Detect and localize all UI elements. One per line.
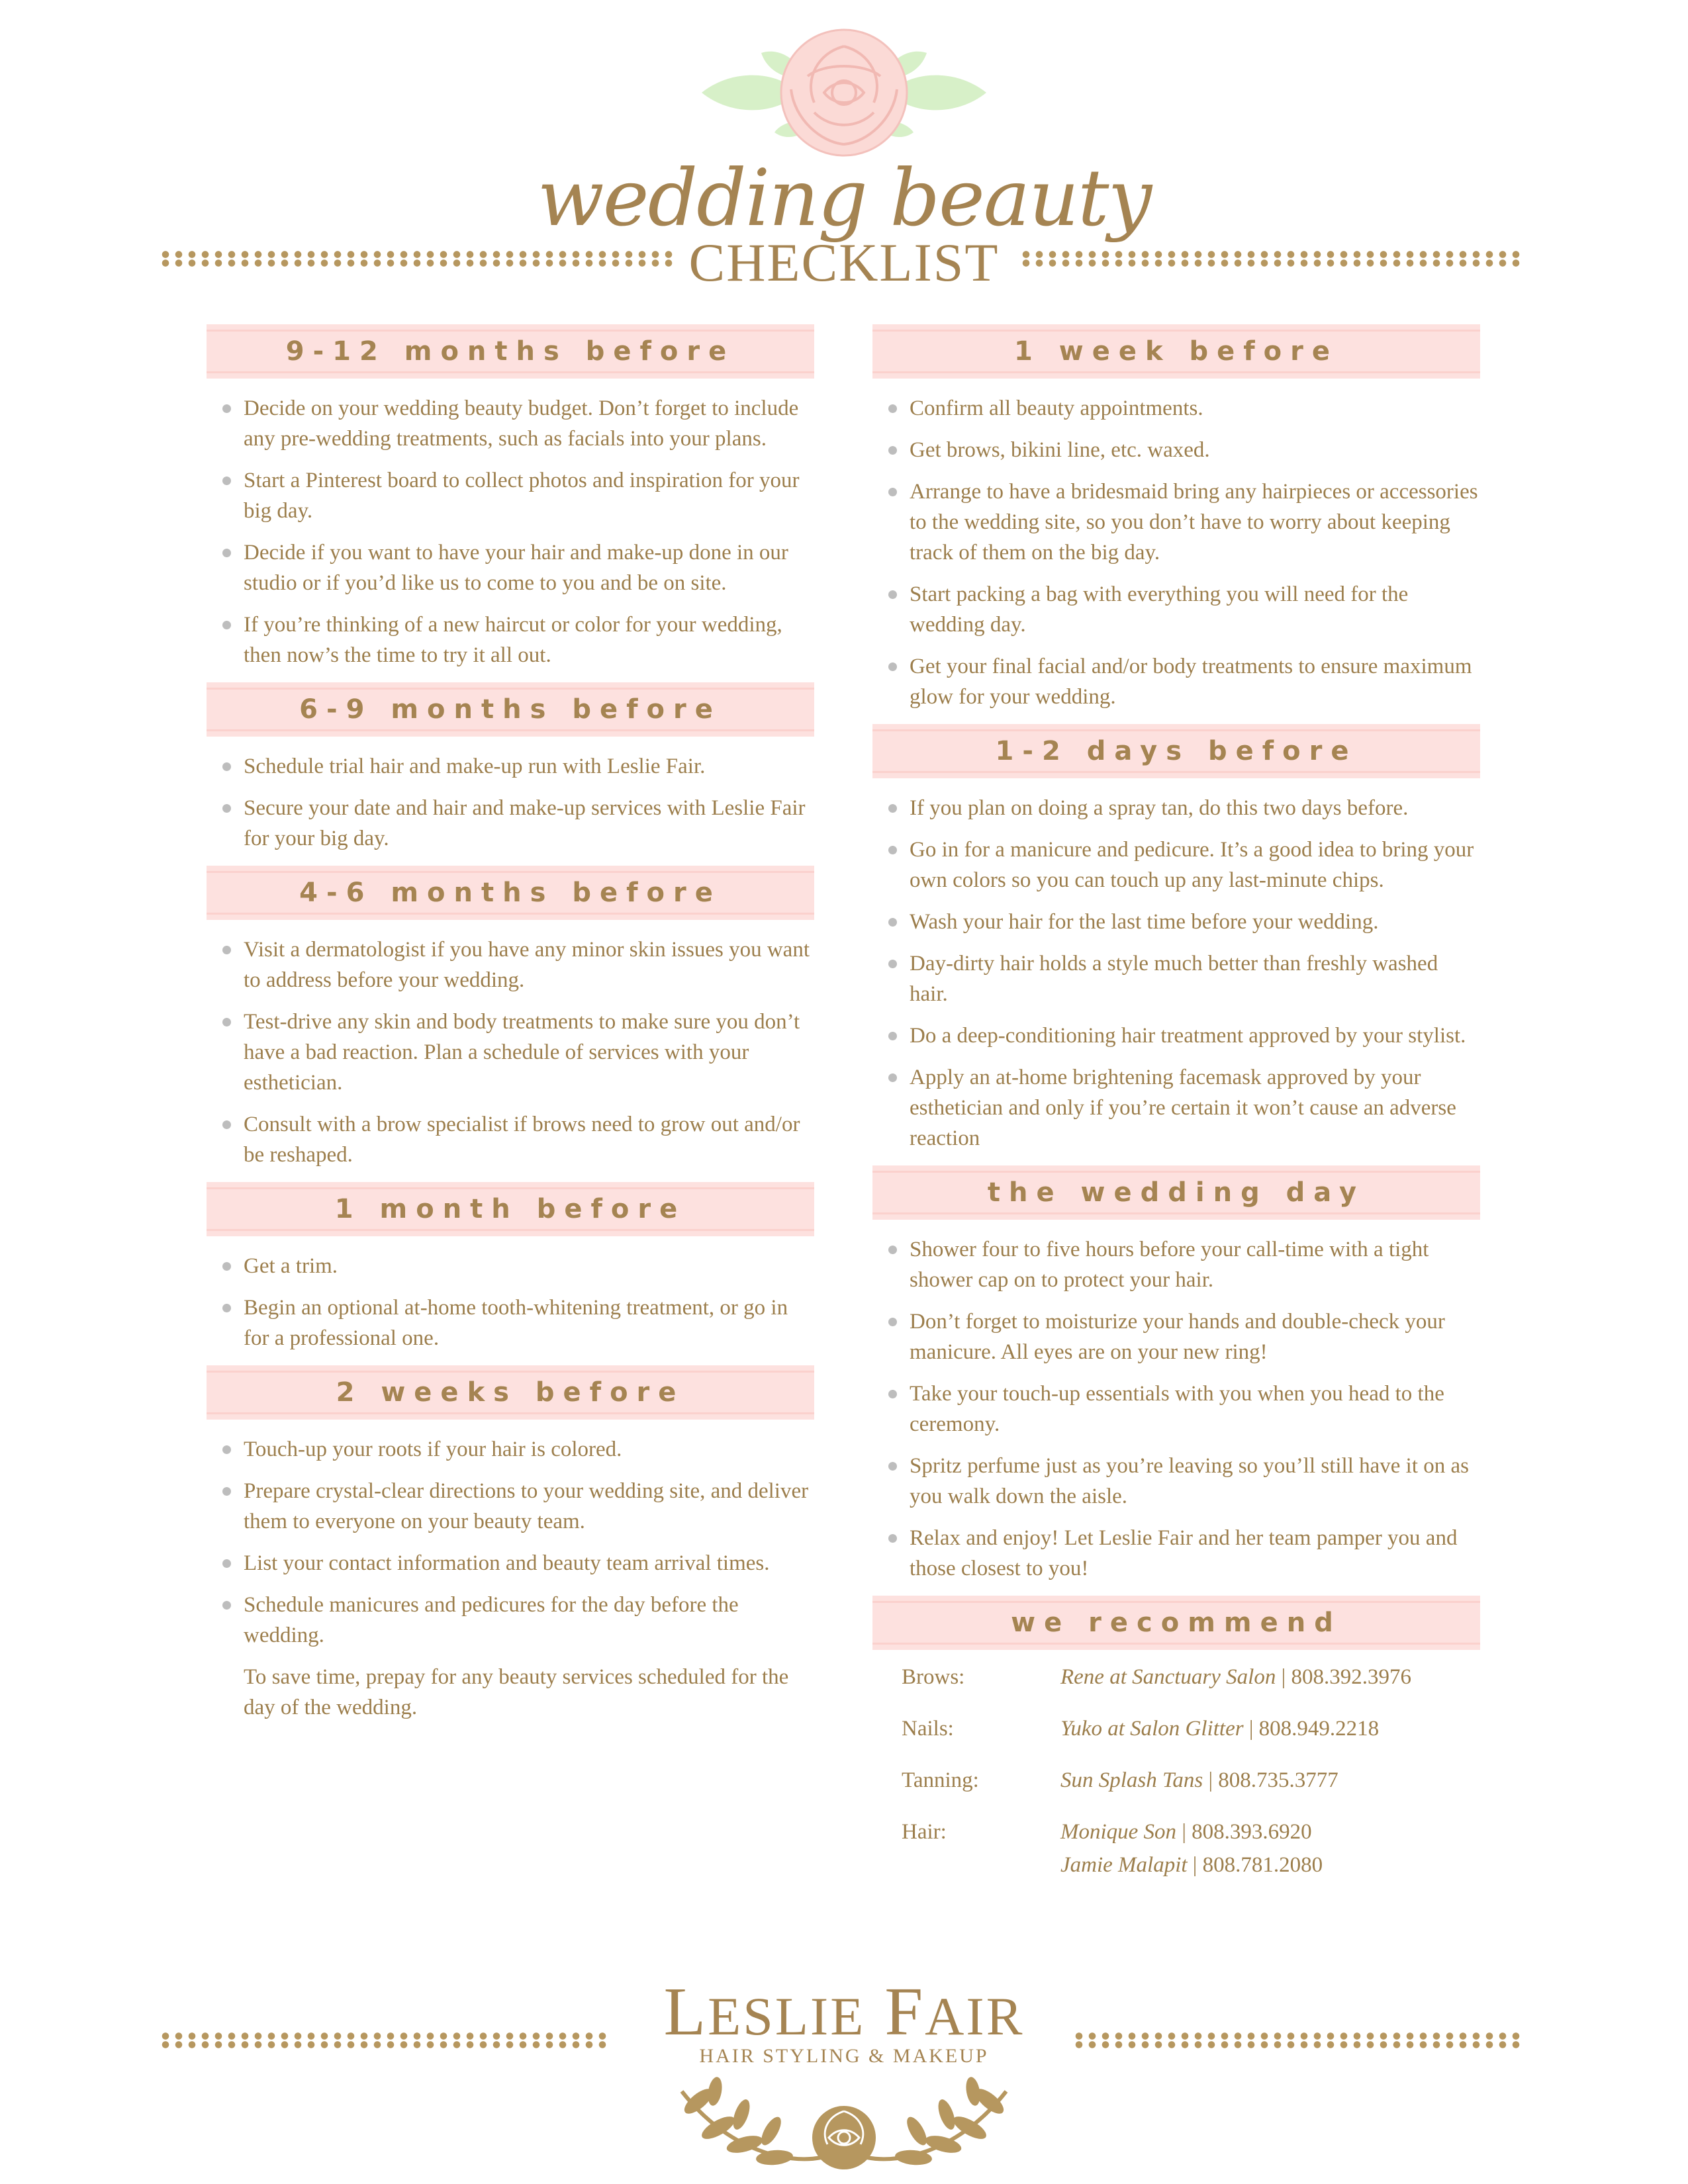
checklist-item-text: Consult with a brow specialist if brows need to grow out and/or be reshaped. xyxy=(244,1113,800,1167)
provider-name: Rene at Sanctuary Salon xyxy=(1060,1665,1276,1689)
bullet-icon xyxy=(222,804,231,813)
section-title: 1 week before xyxy=(1014,336,1338,367)
recommend-row xyxy=(872,1764,1480,1797)
rose-illustration-icon xyxy=(682,26,1006,159)
checklist-item-text: Begin an optional at-home tooth-whitening treatment, or go in for a professional one. xyxy=(244,1296,788,1350)
bullet-icon xyxy=(888,404,897,413)
checklist-items xyxy=(872,393,1480,712)
checklist-section xyxy=(207,1365,814,1723)
recommend-entry xyxy=(1060,1848,1480,1882)
checklist-items xyxy=(207,1251,814,1353)
checklist-item-text: Decide if you want to have your hair and make-up done in our studio or if you’d like us to come to you and be on site. xyxy=(244,541,788,595)
checklist-section xyxy=(872,1165,1480,1584)
provider-name: Yuko at Salon Glitter xyxy=(1060,1717,1244,1741)
checklist-items xyxy=(207,1434,814,1723)
brand-logo xyxy=(0,1972,1688,2051)
bullet-icon xyxy=(222,1487,231,1496)
provider-phone: 808.949.2218 xyxy=(1258,1717,1380,1741)
recommend-label: Nails: xyxy=(902,1717,954,1741)
checklist-item-text: Prepare crystal-clear directions to your wedding site, and deliver them to everyone on your beauty team. xyxy=(244,1479,809,1533)
checklist-items xyxy=(207,393,814,670)
recommend-value xyxy=(1060,1764,1480,1797)
brand-tagline: HAIR STYLING & MAKEUP xyxy=(699,2045,989,2067)
bullet-icon xyxy=(222,1304,231,1312)
logo-text: ESLIE xyxy=(708,1986,866,2046)
checklist-section xyxy=(872,324,1480,712)
bullet-icon xyxy=(888,1073,897,1082)
checklist-section xyxy=(207,682,814,854)
bullet-icon xyxy=(222,477,231,485)
checklist-item-text: Test-drive any skin and body treatments to make sure you don’t have a bad reaction. Plan a schedule of services with your esthetician. xyxy=(244,1010,800,1095)
bullet-icon xyxy=(888,960,897,968)
checklist-item-text: List your contact information and beauty team arrival times. xyxy=(244,1551,770,1575)
bullet-icon xyxy=(222,621,231,629)
recommend-section xyxy=(872,1596,1480,1882)
checklist-item-text: Visit a dermatologist if you have any minor skin issues you want to address before your wedding. xyxy=(244,938,810,992)
checklist-item xyxy=(207,1590,814,1651)
section-header xyxy=(872,1596,1480,1650)
bullet-icon xyxy=(888,590,897,599)
dotted-divider-top-right xyxy=(1019,250,1523,267)
logo-letter: L xyxy=(663,1974,708,2050)
checklist-item-text: Get your final facial and/or body treatments to ensure maximum glow for your wedding. xyxy=(910,655,1472,709)
recommend-label: Hair: xyxy=(902,1820,947,1844)
bullet-icon xyxy=(888,918,897,927)
checklist-items xyxy=(207,751,814,854)
provider-phone: 808.393.6920 xyxy=(1192,1820,1312,1844)
recommend-row xyxy=(872,1712,1480,1745)
recommend-entry xyxy=(1060,1764,1480,1797)
checklist-item xyxy=(872,1234,1480,1295)
separator: | xyxy=(1276,1665,1291,1689)
checklist-item xyxy=(207,537,814,598)
logo-letter: F xyxy=(884,1974,925,2050)
bullet-icon xyxy=(222,1601,231,1610)
checklist-item-text: Do a deep-conditioning hair treatment approved by your stylist. xyxy=(910,1024,1466,1048)
section-title: 6-9 months before xyxy=(299,694,722,725)
bullet-icon xyxy=(888,1318,897,1326)
recommend-entry xyxy=(1060,1712,1480,1745)
separator: | xyxy=(1176,1820,1192,1844)
checklist-title: CHECKLIST xyxy=(688,232,1000,293)
recommend-list xyxy=(872,1661,1480,1882)
provider-phone: 808.781.2080 xyxy=(1202,1853,1323,1877)
checklist-item xyxy=(872,1306,1480,1367)
checklist-item xyxy=(207,393,814,454)
checklist-item xyxy=(872,651,1480,712)
section-header xyxy=(207,1182,814,1236)
checklist-item-text: Spritz perfume just as you’re leaving so you’ll still have it on as you walk down the aisle. xyxy=(910,1454,1469,1508)
bullet-icon xyxy=(888,1462,897,1471)
recommend-label: Brows: xyxy=(902,1665,965,1689)
checklist-section xyxy=(207,866,814,1170)
section-header xyxy=(207,324,814,379)
recommend-row xyxy=(872,1815,1480,1882)
checklist-note: To save time, prepay for any beauty services scheduled for the day of the wedding. xyxy=(244,1665,789,1719)
checklist-items xyxy=(872,1234,1480,1584)
bullet-icon xyxy=(888,804,897,813)
section-header xyxy=(872,324,1480,379)
checklist-item-text: Wash your hair for the last time before your wedding. xyxy=(910,910,1379,934)
checklist-section xyxy=(207,1182,814,1353)
logo-text: AIR xyxy=(925,1986,1025,2046)
bullet-icon xyxy=(888,662,897,671)
bullet-icon xyxy=(888,1390,897,1398)
bullet-icon xyxy=(888,446,897,455)
recommend-entry xyxy=(1060,1815,1480,1848)
checklist-item-text: Shower four to five hours before your call-time with a tight shower cap on to protect your hair. xyxy=(910,1238,1429,1292)
checklist-item-text: Get a trim. xyxy=(244,1254,338,1278)
checklist-item xyxy=(207,934,814,995)
checklist-item-text: Start packing a bag with everything you will need for the wedding day. xyxy=(910,582,1409,637)
right-column xyxy=(872,324,1480,1900)
bullet-icon xyxy=(222,762,231,771)
checklist-item xyxy=(207,1109,814,1170)
section-header xyxy=(872,724,1480,778)
provider-name: Jamie Malapit xyxy=(1060,1853,1188,1877)
recommend-value xyxy=(1060,1815,1480,1882)
checklist-item xyxy=(872,907,1480,937)
script-title: wedding beauty xyxy=(537,152,1151,244)
checklist-item xyxy=(872,1062,1480,1154)
section-title: 4-6 months before xyxy=(299,878,722,908)
section-title: 9-12 months before xyxy=(285,336,735,367)
recommend-value xyxy=(1060,1712,1480,1745)
bullet-icon xyxy=(222,1262,231,1271)
section-title: 1 month before xyxy=(334,1194,686,1224)
checklist-item xyxy=(872,393,1480,424)
section-title: the wedding day xyxy=(987,1177,1366,1208)
checklist-item xyxy=(207,1548,814,1578)
bullet-icon xyxy=(222,1445,231,1454)
checklist-item xyxy=(872,793,1480,823)
checklist-item-text: Start a Pinterest board to collect photos and inspiration for your big day. xyxy=(244,469,800,523)
checklist-item xyxy=(207,793,814,854)
checklist-items xyxy=(872,793,1480,1154)
recommend-label: Tanning: xyxy=(902,1768,979,1792)
checklist-item xyxy=(207,1007,814,1098)
bullet-icon xyxy=(222,1018,231,1026)
checklist-item-text: Schedule manicures and pedicures for the day before the wedding. xyxy=(244,1593,739,1647)
checklist-item xyxy=(207,610,814,670)
checklist-item xyxy=(207,1434,814,1465)
checklist-item xyxy=(872,435,1480,465)
checklist-item-text: Arrange to have a bridesmaid bring any hairpieces or accessories to the wedding site, so you don’t have to worry about keeping track of them on the big day. xyxy=(910,480,1478,565)
section-title: we recommend xyxy=(1011,1608,1342,1638)
checklist-item xyxy=(207,1476,814,1537)
checklist-item xyxy=(207,465,814,526)
separator: | xyxy=(1187,1853,1203,1877)
checklist-item xyxy=(872,1523,1480,1584)
bullet-icon xyxy=(222,549,231,557)
checklist-item-text: Go in for a manicure and pedicure. It’s a good idea to bring your own colors so you can touch up any last-minute chips. xyxy=(910,838,1474,892)
section-header xyxy=(207,1365,814,1420)
checklist-section xyxy=(207,324,814,670)
checklist-item xyxy=(207,1293,814,1353)
checklist-items xyxy=(207,934,814,1170)
checklist-item-text: Touch-up your roots if your hair is colored. xyxy=(244,1437,622,1461)
dotted-divider-top-left xyxy=(159,250,675,267)
checklist-item-text: Get brows, bikini line, etc. waxed. xyxy=(910,438,1210,462)
checklist-item xyxy=(872,1451,1480,1512)
checklist-item xyxy=(207,751,814,782)
recommend-value xyxy=(1060,1661,1480,1694)
checklist-item-text: Apply an at-home brightening facemask approved by your esthetician and only if you’re certain it won’t cause an adverse reaction xyxy=(910,1066,1456,1150)
bullet-icon xyxy=(222,1120,231,1129)
separator: | xyxy=(1243,1717,1259,1741)
bullet-icon xyxy=(888,846,897,854)
checklist-item xyxy=(872,477,1480,568)
checklist-item-text: Don’t forget to moisturize your hands and double-check your manicure. All eyes are on your new ring! xyxy=(910,1310,1445,1364)
separator: | xyxy=(1203,1768,1219,1792)
checklist-item-text: Secure your date and hair and make-up services with Leslie Fair for your big day. xyxy=(244,796,806,850)
laurel-rose-icon xyxy=(635,2065,1053,2177)
section-header xyxy=(872,1165,1480,1220)
checklist-item-text: Relax and enjoy! Let Leslie Fair and her team pamper you and those closest to you! xyxy=(910,1526,1458,1580)
checklist-item xyxy=(207,1251,814,1281)
checklist-item xyxy=(872,835,1480,895)
checklist-item-text: Schedule trial hair and make-up run with Leslie Fair. xyxy=(244,754,706,778)
provider-phone: 808.392.3976 xyxy=(1291,1665,1411,1689)
checklist-item xyxy=(872,1379,1480,1439)
recommend-entry xyxy=(1060,1661,1480,1694)
section-header xyxy=(207,682,814,737)
recommend-row xyxy=(872,1661,1480,1694)
bullet-icon xyxy=(222,1559,231,1568)
provider-name: Sun Splash Tans xyxy=(1060,1768,1203,1792)
checklist-item-text: Day-dirty hair holds a style much better than freshly washed hair. xyxy=(910,952,1438,1006)
section-header xyxy=(207,866,814,920)
checklist-item-text: Decide on your wedding beauty budget. Don’t forget to include any pre-wedding treatments, such as facials into your plans. xyxy=(244,396,799,451)
left-column xyxy=(207,324,814,1735)
section-title: 2 weeks before xyxy=(336,1377,685,1408)
checklist-item-text: If you plan on doing a spray tan, do this two days before. xyxy=(910,796,1409,820)
checklist-item xyxy=(872,1021,1480,1051)
checklist-item xyxy=(872,948,1480,1009)
provider-name: Monique Son xyxy=(1060,1820,1177,1844)
section-title: 1-2 days before xyxy=(995,736,1358,766)
checklist-item-text: If you’re thinking of a new haircut or color for your wedding, then now’s the time to try it all out. xyxy=(244,613,782,667)
bullet-icon xyxy=(222,946,231,954)
bullet-icon xyxy=(888,488,897,496)
checklist-section xyxy=(872,724,1480,1154)
bullet-icon xyxy=(222,404,231,413)
bullet-icon xyxy=(888,1032,897,1040)
bullet-icon xyxy=(888,1534,897,1543)
checklist-item-text: Confirm all beauty appointments. xyxy=(910,396,1203,420)
bullet-icon xyxy=(888,1246,897,1254)
checklist-item xyxy=(872,579,1480,640)
checklist-item-text: Take your touch-up essentials with you when you head to the ceremony. xyxy=(910,1382,1444,1436)
provider-phone: 808.735.3777 xyxy=(1218,1768,1338,1792)
